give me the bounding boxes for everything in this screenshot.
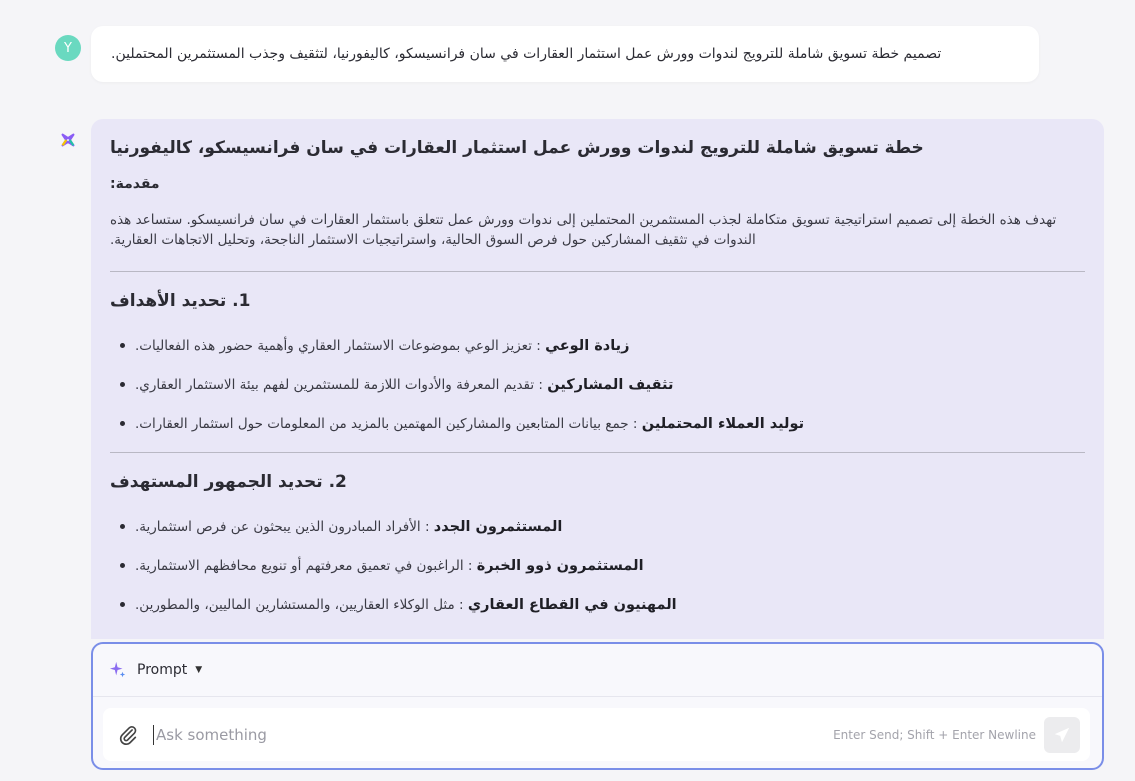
response-title: خطة تسويق شاملة للترويج لندوات وورش عمل استثمار العقارات في سان فرانسيسكو، كاليفورنيا: [110, 138, 924, 158]
caret-down-icon[interactable]: ▼: [195, 665, 203, 675]
bullet-text: : جمع بيانات المتابعين والمشاركين المهتمين بالمزيد من المعلومات حول استثمار العقارات.: [135, 415, 642, 432]
list-item: [110, 404, 1085, 443]
list-item: [110, 585, 1085, 624]
bullet-bold: المستثمرون ذوو الخبرة: [476, 557, 644, 574]
list-item: [110, 546, 1085, 585]
prompt-mode-label[interactable]: Prompt: [137, 662, 188, 678]
bullet-dot: [120, 421, 125, 426]
assistant-message: [91, 119, 1104, 639]
user-message-text: تصميم خطة تسويق شاملة للترويج لندوات وورش عمل استثمار العقارات في سان فرانسيسكو، كاليفورنيا، لتثقيف وجذب المستثمرين المحتملين.: [111, 46, 942, 62]
bullet-text: : الأفراد المبادرون الذين يبحثون عن فرص استثمارية.: [135, 518, 434, 535]
bullet-bold: تثقيف المشاركين: [547, 376, 674, 393]
list-item: [110, 326, 1085, 365]
prompt-input[interactable]: [153, 725, 833, 745]
prompt-mode-selector[interactable]: [93, 644, 1102, 697]
bullet-text: : الراغبون في تعميق معرفتهم أو تنويع محافظهم الاستثمارية.: [135, 557, 477, 574]
bullet-bold: المستثمرون الجدد: [433, 518, 563, 535]
user-message-bubble: [91, 26, 1039, 82]
list-item: [110, 365, 1085, 404]
input-row: [103, 708, 1090, 761]
section-title-audience: 2. تحديد الجمهور المستهدف: [110, 472, 347, 492]
sparkle-icon: [109, 661, 127, 679]
intro-text: تهدف هذه الخطة إلى تصميم استراتيجية تسويق متكاملة لجذب المستثمرين المحتملين إلى ندوات وورش عمل تتعلق باستثمار العقارات في سان فرانسيسكو. ستساعد هذه الندوات في تثقيف المشاركين حول فرص السوق الحالية، واستراتيجيات الاستثمار الناجحة، وتحليل الاتجاهات العقارية.: [110, 212, 1057, 248]
send-icon: [1053, 726, 1071, 744]
list-item: [110, 507, 1085, 546]
bullet-dot: [120, 343, 125, 348]
divider: [110, 271, 1085, 272]
bullet-dot: [120, 382, 125, 387]
send-hint: Enter Send; Shift + Enter Newline: [833, 727, 1036, 742]
divider: [110, 452, 1085, 453]
audience-list: [110, 507, 1085, 624]
bullet-dot: [120, 524, 125, 529]
paperclip-icon[interactable]: [117, 724, 139, 746]
bullet-text: : تقديم المعرفة والأدوات اللازمة للمستثمرين لفهم بيئة الاستثمار العقاري.: [135, 376, 548, 393]
bullet-text: : مثل الوكلاء العقاريين، والمستشارين الماليين، والمطورين.: [135, 596, 468, 613]
bullet-bold: المهنيون في القطاع العقاري: [467, 596, 677, 613]
send-button[interactable]: [1044, 717, 1080, 753]
bullet-dot: [120, 563, 125, 568]
prompt-composer: [91, 642, 1104, 770]
user-avatar: Y: [55, 35, 81, 61]
bullet-dot: [120, 602, 125, 607]
assistant-logo-icon: [59, 131, 77, 149]
bullet-text: : تعزيز الوعي بموضوعات الاستثمار العقاري وأهمية حضور هذه الفعاليات.: [135, 337, 546, 354]
section-title-goals: 1. تحديد الأهداف: [110, 291, 251, 311]
intro-label: مقدمة:: [110, 176, 160, 192]
bullet-bold: توليد العملاء المحتملين: [641, 415, 805, 432]
goals-list: [110, 326, 1085, 443]
bullet-bold: زيادة الوعي: [545, 337, 630, 354]
